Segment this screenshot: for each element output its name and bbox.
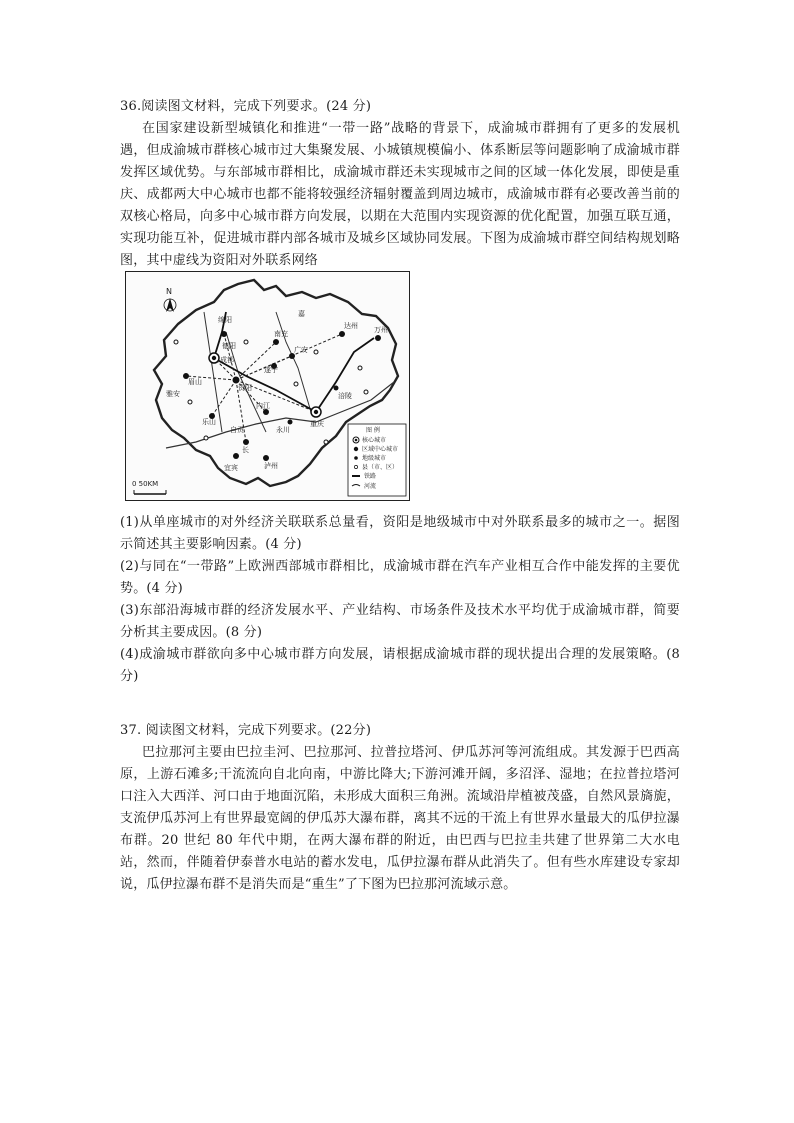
label-mianyang: 绵阳 bbox=[218, 316, 232, 324]
legend-item-river: 河流 bbox=[364, 483, 377, 490]
legend-item-county: 县（市、区） bbox=[362, 464, 399, 471]
question-37-material: 巴拉那河主要由巴拉圭河、巴拉那河、拉普拉塔河、伊瓜苏河等河流组成。其发源于巴西高原，上游石滩多;干流流向自北向南，中游比降大;下游河滩开阔，多沼泽、湿地；在拉普拉塔河口注入大西洋、河口由于地面沉陷，未形成大面积三角洲。流域沿岸植被茂盛，自然风景旖旎，支流伊瓜苏河上有世界最宽阔的伊瓜苏大瀑布群，离其不远的干流上有世界水量最大的瓜伊拉瀑布群。20 世纪 80 年代中期，在两大瀑布群的附近，由巴西与巴拉圭共建了世界第二大水电站，然而，伴随着伊泰普水电站的蓄水发电，瓜伊拉瀑布群从此消失了。但有些水库建设专家却说，瓜伊拉瀑布群不是消失而是“重生”了下图为巴拉那河流域示意。 bbox=[120, 745, 680, 892]
label-chang: 长 bbox=[242, 446, 249, 454]
subquestion-2: (2)与同在“一带路”上欧洲西部城市群相比，成渝城市群在汽车产业相互合作中能发挥的主要优势。(4 分) bbox=[120, 559, 680, 596]
label-meishan: 眉山 bbox=[188, 378, 202, 386]
label-chongqing: 重庆 bbox=[310, 420, 324, 428]
question-36-material: 在国家建设新型城镇化和推进“一带一路”战略的背景下，成渝城市群拥有了更多的发展机遇，但成渝城市群核心城市过大集聚发展、小城镇规模偏小、体系断层等问题影响了成渝城市群发挥区域优势。与东部城市群相比，成渝城市群还未实现城市之间的区域一体化发展，即使是重庆、成都两大中心城市也都不能将较强经济辐射覆盖到周边城市，成渝城市群有必要改善当前的双核心格局，向多中心城市群方向发展，以期在大范围内实现资源的优化配置，加强互联互通，实现功能互补，促进城市群内部各城市及城乡区域协同发展。下图为成渝城市群空间结构规划略图，其中虚线为资阳对外联系网络 bbox=[120, 121, 680, 268]
label-zigong: 自贡 bbox=[230, 426, 244, 434]
label-neijiang: 内江 bbox=[256, 402, 270, 410]
question-37-heading: 37. 阅读图文材料，完成下列要求。(22分) bbox=[120, 723, 372, 738]
map-legend bbox=[348, 424, 406, 496]
north-arrow bbox=[164, 287, 176, 312]
label-luzhou: 泸州 bbox=[264, 462, 278, 470]
railway-east bbox=[316, 338, 374, 412]
label-deyang: 德阳 bbox=[222, 342, 236, 350]
label-guang-an: 广安 bbox=[294, 346, 308, 354]
question-36 bbox=[120, 96, 680, 272]
question-36-subquestions bbox=[120, 512, 680, 688]
subquestion-4: (4)成渝城市群欲向多中心城市群方向发展，请根据成渝城市群的现状提出合理的发展策略。(8 分) bbox=[120, 647, 680, 684]
subquestion-1: (1)从单座城市的对外经济关联联系总量看，资阳是地级城市中对外联系最多的城市之一。据图示简述其主要影响因素。(4 分) bbox=[120, 515, 680, 552]
legend-item-railway: 铁路 bbox=[364, 473, 377, 480]
question-36-heading: 36.阅读图文材料，完成下列要求。(24 分) bbox=[120, 99, 372, 114]
label-ziyang: 资阳 bbox=[238, 384, 252, 392]
label-wanzhou: 万州 bbox=[374, 326, 388, 334]
subquestion-3: (3)东部沿海城市群的经济发展水平、产业结构、市场条件及技术水平均优于成渝城市群，简要分析其主要成因。(8 分) bbox=[120, 603, 680, 640]
label-ya-an: 雅安 bbox=[166, 390, 180, 398]
label-suining: 遂宁 bbox=[264, 366, 278, 374]
label-fuling: 涪陵 bbox=[338, 392, 352, 400]
svg-text:N: N bbox=[166, 287, 172, 296]
legend-item-prefecture-city: 地级城市 bbox=[362, 455, 387, 462]
river-jialing bbox=[276, 312, 311, 412]
chengyu-city-cluster-map bbox=[125, 271, 410, 501]
legend-item-core-city: 核心城市 bbox=[362, 437, 387, 444]
map-drawing bbox=[126, 272, 409, 500]
scale-bar bbox=[132, 480, 166, 494]
label-jia: 嘉 bbox=[298, 310, 305, 318]
legend-title: 图 例 bbox=[366, 427, 380, 434]
label-yongchuan: 永川 bbox=[276, 426, 290, 434]
label-leshan: 乐山 bbox=[202, 418, 216, 426]
label-nanchong: 南充 bbox=[274, 330, 288, 338]
question-37 bbox=[120, 720, 680, 896]
label-yibin: 宜宾 bbox=[224, 464, 238, 472]
svg-text:0 50KM: 0 50KM bbox=[132, 480, 159, 488]
label-dazhou: 达州 bbox=[344, 322, 358, 330]
legend-item-regional-center: 区域中心城市 bbox=[362, 446, 399, 453]
label-chengdu: 成都 bbox=[220, 356, 234, 364]
